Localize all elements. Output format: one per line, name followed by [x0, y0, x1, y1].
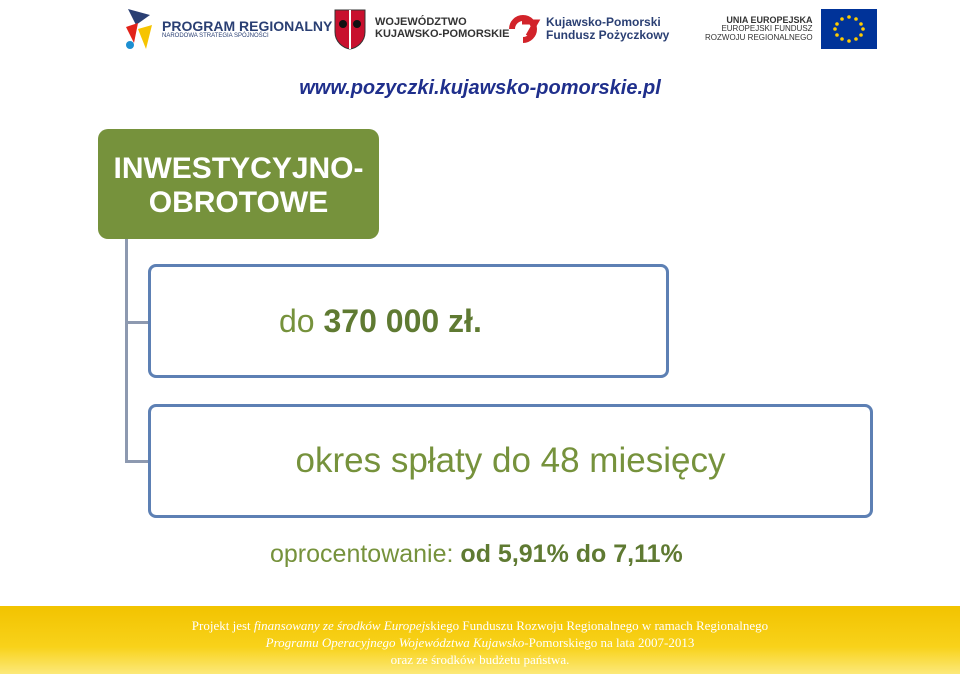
- amount-text: [279, 303, 482, 340]
- footer-line-1: [0, 617, 960, 634]
- wojewodztwo-title-2: KUJAWSKO-POMORSKIE: [375, 28, 510, 40]
- fundusz-title-2: Fundusz Pożyczkowy: [546, 28, 670, 42]
- interest-rate-value: od 5,91% do 7,11%: [460, 540, 683, 568]
- footer-l1a: Projekt jest: [191, 618, 254, 633]
- footer-l2b: -Pomorskiego na lata 2007-2013: [524, 635, 695, 650]
- unia-title-2: EUROPEJSKI FUNDUSZ: [721, 24, 813, 34]
- footer-l2a: Programu Operacyjnego Województwa Kujawsko: [265, 635, 525, 650]
- amount-prefix: do: [279, 302, 315, 339]
- fundusz-logo: [508, 4, 669, 54]
- repayment-card: [148, 404, 873, 518]
- program-regionalny-icon: [122, 5, 156, 53]
- connector-branch-2: [125, 460, 149, 463]
- connector-vertical: [125, 239, 128, 463]
- connector-branch-1: [125, 321, 149, 324]
- funding-footer: [0, 606, 960, 674]
- interest-rate: [270, 540, 683, 569]
- program-regionalny-logo: [122, 4, 332, 54]
- title-line-2: OBROTOWE: [148, 186, 329, 219]
- unia-title-3: ROZWOJU REGIONALNEGO: [705, 32, 813, 42]
- title-line-1: INWESTYCYJNO-: [113, 152, 364, 185]
- website-url[interactable]: www.pozyczki.kujawsko-pomorskie.pl: [299, 77, 661, 99]
- amount-card: [148, 264, 669, 378]
- fundusz-icon: [508, 14, 542, 44]
- repayment-text: okres spłaty do 48 miesięcy: [295, 441, 726, 480]
- unia-title-1: UNIA EUROPEJSKA: [726, 14, 813, 25]
- fundusz-title-1: Kujawsko-Pomorski: [546, 15, 661, 30]
- footer-line-2: [0, 634, 960, 651]
- unia-logo: [705, 4, 877, 54]
- footer-l1c: kiego Funduszu Rozwoju Regionalnego w ramach Regionalnego: [430, 618, 769, 633]
- program-regionalny-subtitle: NARODOWA STRATEGIA SPÓJNOŚCI: [162, 33, 269, 40]
- wojewodztwo-logo: [333, 4, 509, 54]
- interest-rate-label: oprocentowanie:: [270, 540, 454, 568]
- amount-value: 370 000 zł.: [323, 302, 482, 339]
- footer-line-3: oraz ze środków budżetu państwa.: [390, 652, 570, 667]
- eu-flag-icon: [821, 9, 877, 49]
- program-regionalny-title: PROGRAM REGIONALNY: [162, 17, 333, 34]
- logo-bar: [0, 0, 960, 60]
- coat-of-arms-icon: [333, 8, 367, 50]
- wojewodztwo-title-1: WOJEWÓDZTWO: [375, 16, 467, 29]
- footer-l1b: finansowany ze środków Europejs: [253, 618, 431, 633]
- loan-type-title: [98, 129, 379, 239]
